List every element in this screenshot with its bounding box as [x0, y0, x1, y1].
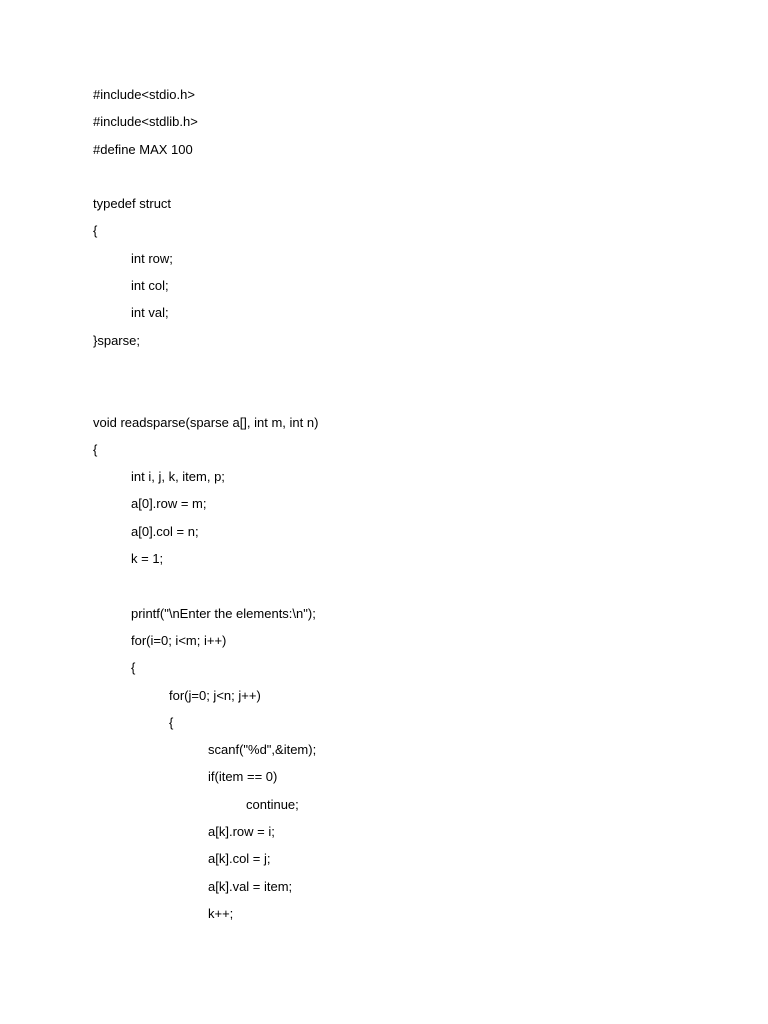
- code-line: {: [93, 223, 98, 239]
- blank-line: [93, 386, 733, 413]
- code-line: }sparse;: [93, 332, 140, 348]
- code-line: #include<stdio.h>: [93, 87, 195, 102]
- code-line: if(item == 0): [208, 769, 278, 785]
- blank-line: [93, 168, 733, 195]
- code-line: for(j=0; j<n; j++): [169, 687, 261, 703]
- code-line: for(i=0; i<m; i++): [131, 632, 227, 648]
- code-line: a[k].val = item;: [208, 878, 293, 894]
- code-line: a[0].col = n;: [131, 523, 199, 539]
- code-line: a[0].row = m;: [131, 496, 207, 512]
- blank-line: [93, 577, 733, 604]
- code-line: #include<stdlib.h>: [93, 114, 198, 130]
- code-line: {: [169, 714, 174, 730]
- code-line: continue;: [246, 796, 299, 812]
- code-line: printf("\nEnter the elements:\n");: [131, 605, 316, 621]
- code-line: int col;: [131, 278, 169, 294]
- code-line: k = 1;: [131, 551, 164, 567]
- code-line: a[k].row = i;: [208, 824, 275, 840]
- code-line: int row;: [131, 250, 173, 266]
- code-listing: [93, 86, 733, 932]
- code-line: #define MAX 100: [93, 141, 193, 157]
- code-line: {: [131, 660, 136, 676]
- code-line: int val;: [131, 305, 169, 321]
- code-line: k++;: [208, 905, 234, 921]
- code-line: int i, j, k, item, p;: [131, 469, 225, 485]
- code-line: scanf("%d",&item);: [208, 742, 317, 758]
- code-line: typedef struct: [93, 196, 172, 212]
- code-line: a[k].col = j;: [208, 851, 271, 867]
- code-line: void readsparse(sparse a[], int m, int n): [93, 414, 319, 430]
- code-line: {: [93, 441, 98, 457]
- blank-line: [93, 359, 733, 386]
